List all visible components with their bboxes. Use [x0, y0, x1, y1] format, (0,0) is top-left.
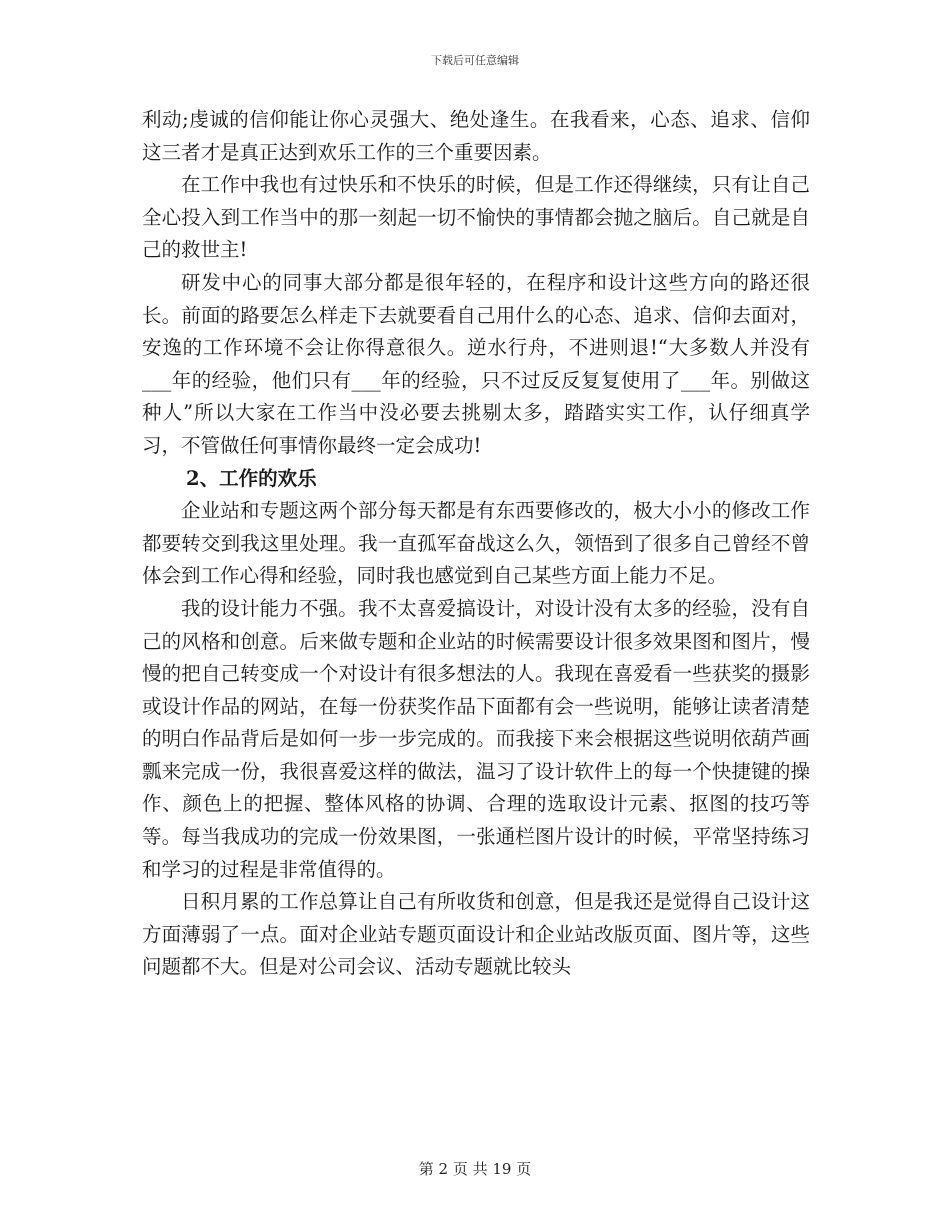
- section-heading: 2、工作的欢乐: [186, 466, 317, 490]
- paragraph-6: 日积月累的工作总算让自己有所收货和创意，但是我还是觉得自己设计这方面薄弱了一点。面对企业站专题页面设计和企业站改版页面、图片等，这些问题都不大。但是对公司会议、活动专题就比较头: [142, 890, 810, 979]
- paragraph-5: 我的设计能力不强。我不太喜爱搞设计，对设计没有太多的经验，没有自己的风格和创意。后来做专题和企业站的时候需要设计很多效果图和图片，慢慢的把自己转变成一个对设计有很多想法的人。我现在喜爱看一些获奖的摄影或设计作品的网站，在每一份获奖作品下面都有会一些说明，能够让读者清楚的明白作品背后是如何一步一步完成的。而我接下来会根据这些说明依葫芦画瓢来完成一份，我很喜爱这样的做法，温习了设计软件上的每一个快捷键的操作、颜色上的把握、整体风格的协调、合理的选取设计元素、抠图的技巧等等。每当我成功的完成一份效果图，一张通栏图片设计的时候，平常坚持练习和学习的过程是非常值得的。: [142, 596, 810, 881]
- paragraph-2: 在工作中我也有过快乐和不快乐的时候，但是工作还得继续，只有让自己全心投入到工作当中的那一刻起一切不愉快的事情都会抛之脑后。自己就是自己的救世主!: [142, 173, 810, 262]
- paragraph-1: 利动;虔诚的信仰能让你心灵强大、绝处逢生。在我看来，心态、追求、信仰这三者才是真正达到欢乐工作的三个重要因素。: [142, 108, 810, 164]
- document-body: [142, 104, 810, 984]
- paragraph-4: 企业站和专题这两个部分每天都是有东西要修改的，极大小小的修改工作都要转交到我这里处理。我一直孤军奋战这么久，领悟到了很多自己曾经不曾体会到工作心得和经验，同时我也感觉到自己某些方面上能力不足。: [142, 499, 810, 588]
- page-number: 第 2 页 共 19 页: [418, 1160, 532, 1178]
- page-header: 下载后可任意编辑: [431, 54, 519, 67]
- paragraph-3: 研发中心的同事大部分都是很年轻的，在程序和设计这些方向的路还很长。前面的路要怎么样走下去就要看自己用什么的心态、追求、信仰去面对，安逸的工作环境不会让你得意很久。逆水行舟，不进则退!“大多数人并没有___年的经验，他们只有___年的经验，只不过反反复复使用了___年。别做这种人”所以大家在工作当中没必要去挑剔太多，踏踏实实工作，认仔细真学习，不管做任何事情你最终一定会成功!: [142, 270, 810, 457]
